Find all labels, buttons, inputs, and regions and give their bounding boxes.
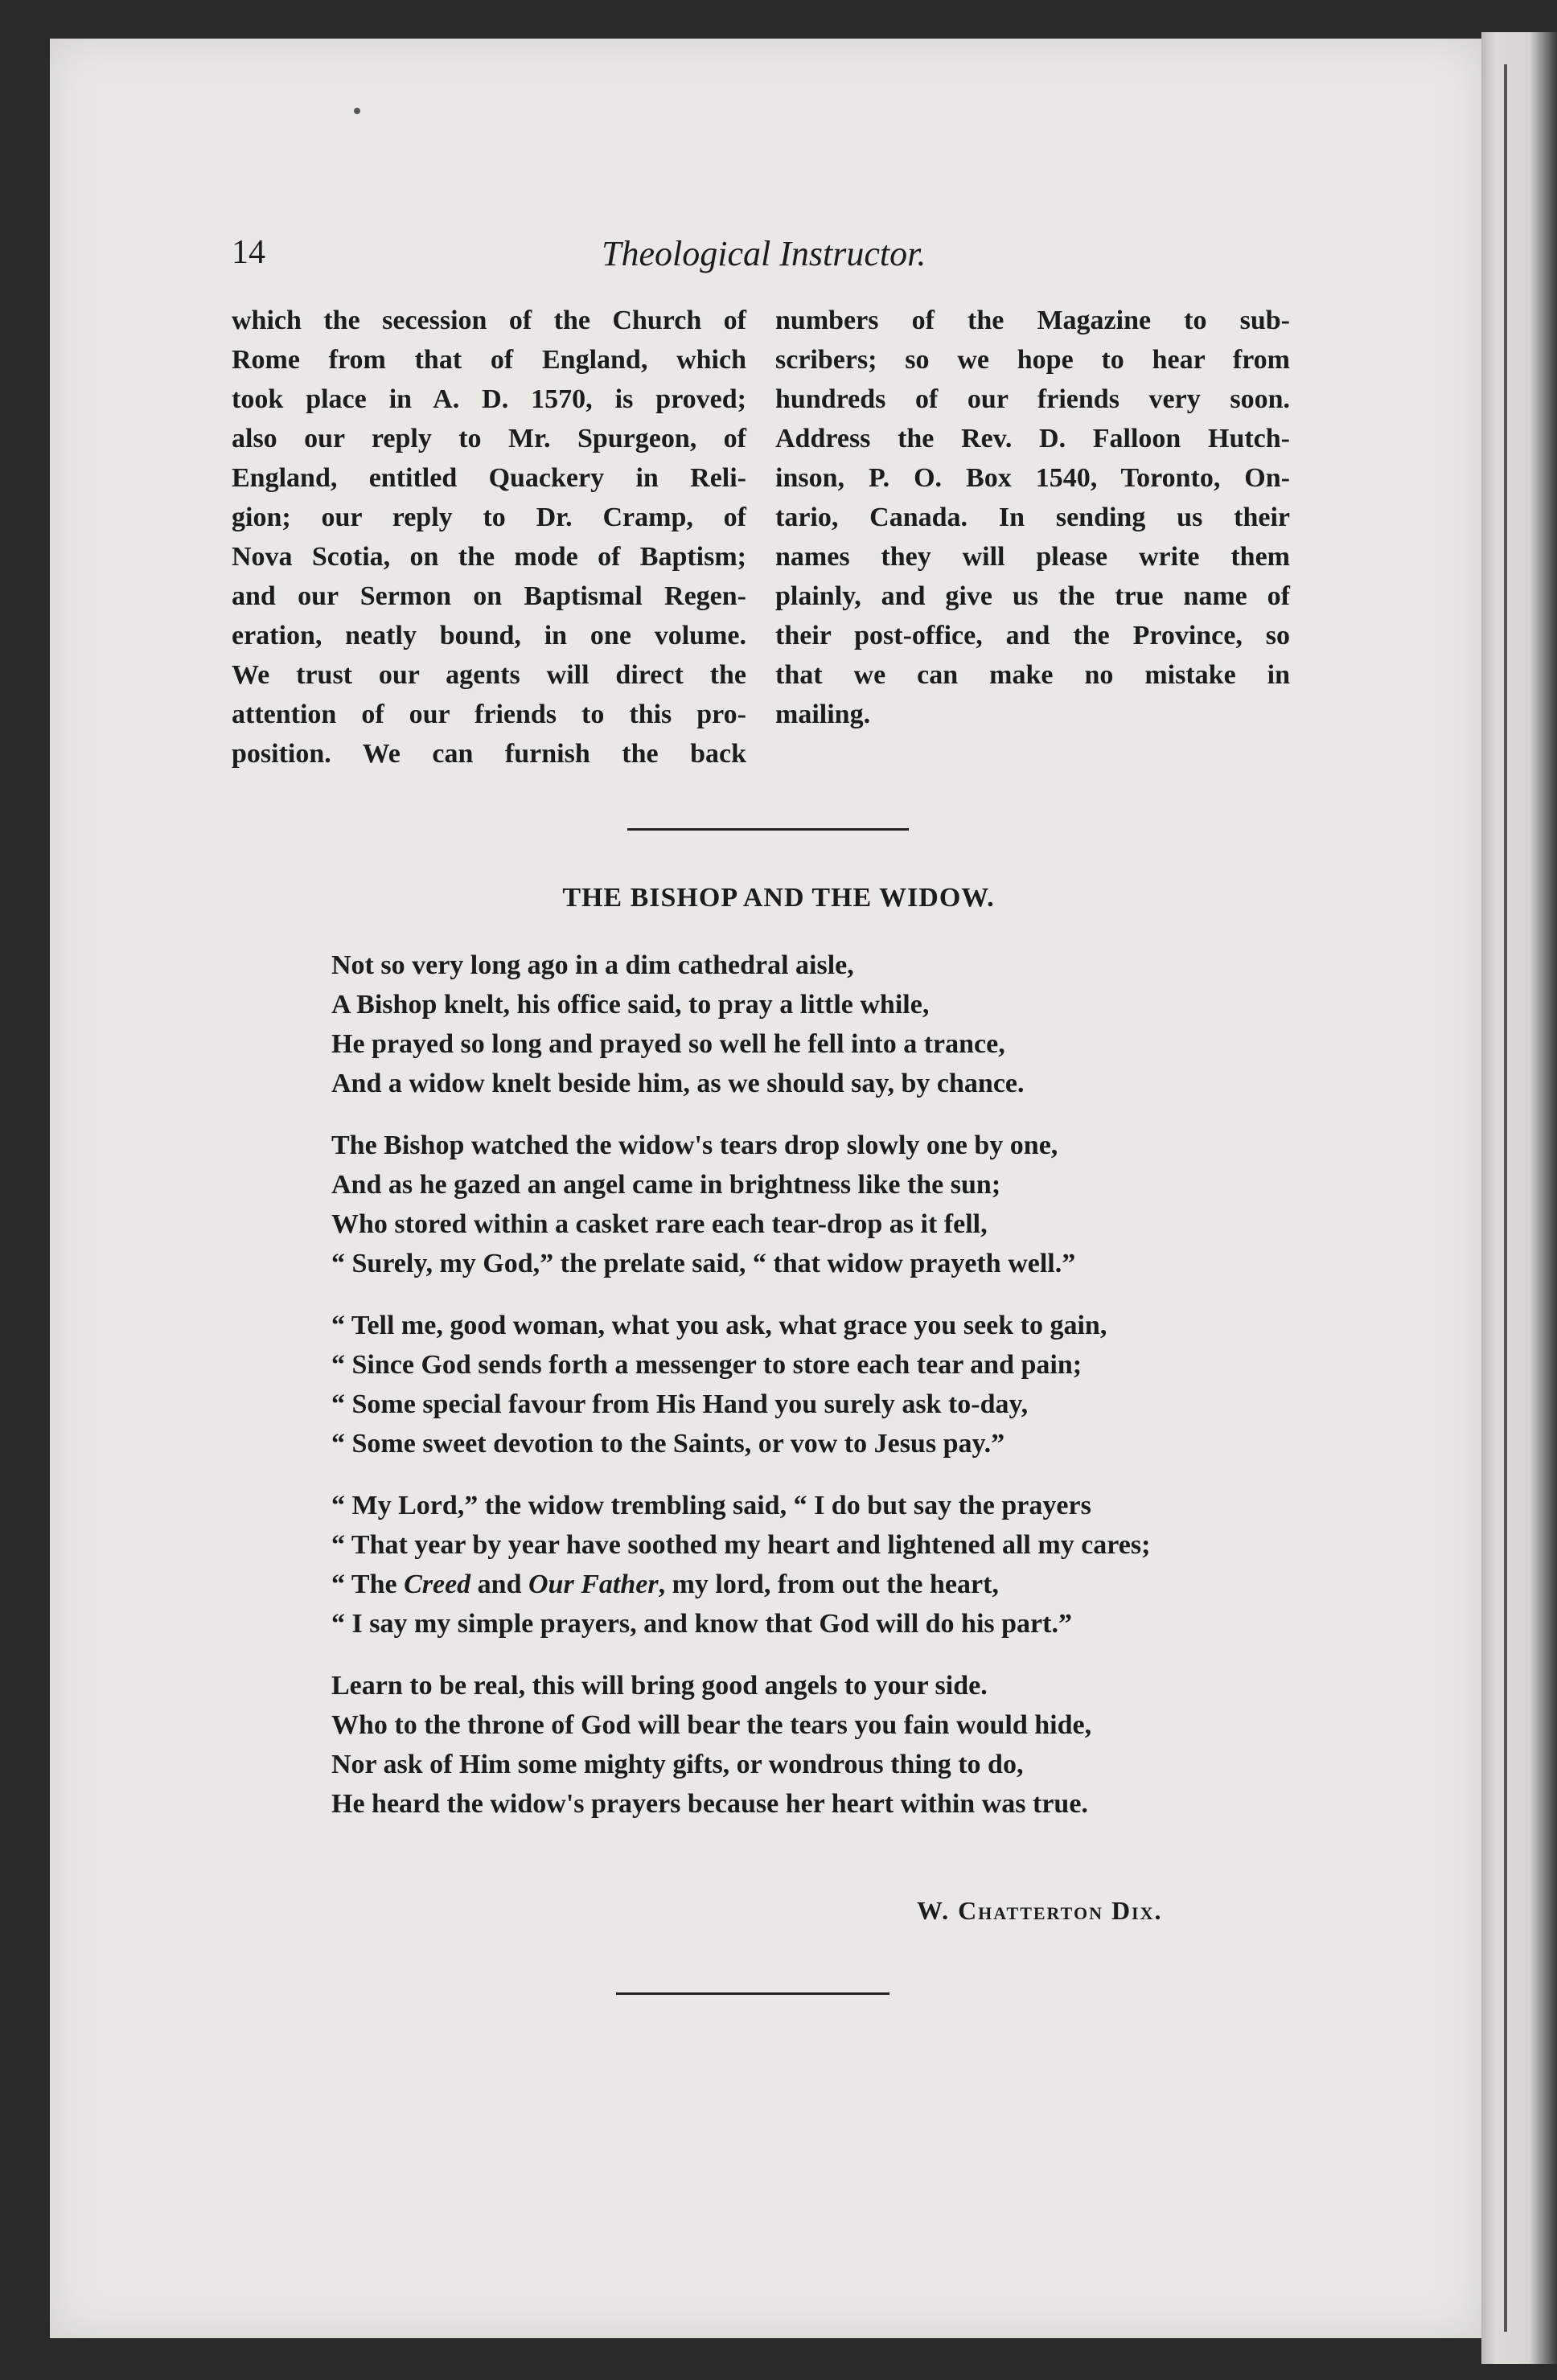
poem-verse: He prayed so long and prayed so well he fell into a trance,	[331, 1029, 1005, 1059]
text-line: scribers; so we hope to hear from	[775, 345, 1290, 375]
text-line: names they will please write them	[775, 542, 1290, 572]
poem-verse: “ Since God sends forth a messenger to store each tear and pain;	[331, 1350, 1083, 1380]
text-line: England, entitled Quackery in Reli-	[232, 463, 746, 493]
text-line: Nova Scotia, on the mode of Baptism;	[232, 542, 746, 572]
poem-stanza	[331, 1126, 1296, 1283]
text-line: attention of our friends to this pro-	[232, 700, 746, 729]
poem-verse: “ Some sweet devotion to the Saints, or vow to Jesus pay.”	[331, 1429, 1005, 1459]
poem-verse: “ Some special favour from His Hand you surely ask to-day,	[331, 1389, 1029, 1419]
page-number: 14	[232, 234, 265, 271]
text-line: hundreds of our friends very soon.	[775, 384, 1290, 414]
text-line: that we can make no mistake in	[775, 660, 1290, 690]
text-line: We trust our agents will direct the	[232, 660, 746, 690]
poem-verse: “ That year by year have soothed my heart and lightened all my cares;	[331, 1530, 1151, 1560]
poem-verse: The Bishop watched the widow's tears drop slowly one by one,	[331, 1130, 1058, 1160]
poem-verse: Who stored within a casket rare each tear-drop as it fell,	[331, 1209, 988, 1239]
poem-verse: Not so very long ago in a dim cathedral aisle,	[331, 950, 854, 980]
poem-verse: And a widow knelt beside him, as we should say, by chance.	[331, 1069, 1025, 1098]
text-line: their post-office, and the Province, so	[775, 621, 1290, 650]
section-divider	[616, 1992, 889, 1995]
text-line: plainly, and give us the true name of	[775, 581, 1290, 611]
poem-stanza	[331, 1666, 1296, 1824]
section-divider	[627, 828, 909, 831]
poem-body	[331, 946, 1296, 1846]
text-line: mailing.	[775, 700, 871, 729]
poem-verse: Who to the throne of God will bear the tears you fain would hide,	[331, 1710, 1092, 1740]
running-header	[232, 233, 972, 281]
text-line: and our Sermon on Baptismal Regen-	[232, 581, 746, 611]
poem-verse: “ My Lord,” the widow trembling said, “ I do but say the prayers	[331, 1491, 1091, 1520]
text-line: Rome from that of England, which	[232, 345, 746, 375]
poem-verse: Learn to be real, this will bring good angels to your side.	[331, 1671, 988, 1701]
poem-verse: He heard the widow's prayers because her heart within was true.	[331, 1789, 1088, 1819]
poem-verse: A Bishop knelt, his office said, to pray a little while,	[331, 990, 930, 1020]
text-line: gion; our reply to Dr. Cramp, of	[232, 503, 746, 532]
poem-verse: Nor ask of Him some mighty gifts, or wondrous thing to do,	[331, 1750, 1024, 1779]
text-line: tario, Canada. In sending us their	[775, 503, 1290, 532]
text-line: Address the Rev. D. Falloon Hutch-	[775, 424, 1290, 453]
poem-verse: “ I say my simple prayers, and know that God will do his part.”	[331, 1609, 1072, 1639]
text-line: inson, P. O. Box 1540, Toronto, On-	[775, 463, 1290, 493]
poem-verse: “ The Creed and Our Father, my lord, from out the heart,	[331, 1570, 999, 1599]
poem-stanza	[331, 1486, 1296, 1643]
right-column	[775, 301, 1290, 734]
running-title: Theological Instructor.	[602, 234, 926, 273]
text-line: eration, neatly bound, in one volume.	[232, 621, 746, 650]
text-line: also our reply to Mr. Spurgeon, of	[232, 424, 746, 453]
left-column	[232, 301, 746, 774]
poem-verse: “ Surely, my God,” the prelate said, “ that widow prayeth well.”	[331, 1249, 1076, 1278]
poem-title: THE BISHOP AND THE WIDOW.	[562, 883, 995, 913]
poem-stanza	[331, 1306, 1296, 1463]
poem-stanza	[331, 946, 1296, 1103]
text-line: numbers of the Magazine to sub-	[775, 306, 1290, 335]
poem-verse: And as he gazed an angel came in brightness like the sun;	[331, 1170, 1001, 1200]
text-line: took place in A. D. 1570, is proved;	[232, 384, 746, 414]
poem-author: W. Chatterton Dix.	[917, 1896, 1163, 1925]
text-line: which the secession of the Church of	[232, 306, 746, 335]
text-line: position. We can furnish the back	[232, 739, 746, 769]
poem-verse: “ Tell me, good woman, what you ask, what grace you seek to gain,	[331, 1311, 1107, 1340]
